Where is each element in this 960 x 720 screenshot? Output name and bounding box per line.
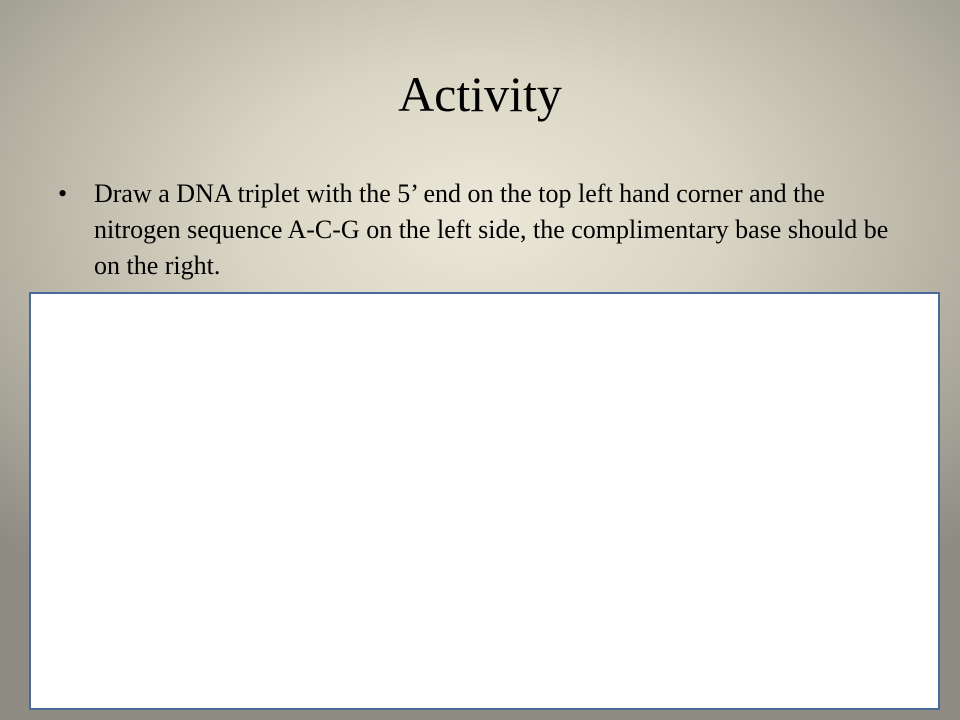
bullet-marker: • — [58, 179, 68, 208]
drawing-area[interactable] — [29, 292, 940, 710]
slide-title: Activity — [398, 66, 562, 122]
bullet-item — [58, 176, 908, 284]
bullet-text: Draw a DNA triplet with the 5’ end on the top left hand corner and the nitrogen sequence A-C-G on the left side, the complimentary base should be on the right. — [94, 179, 889, 280]
bullet-list — [58, 176, 908, 284]
